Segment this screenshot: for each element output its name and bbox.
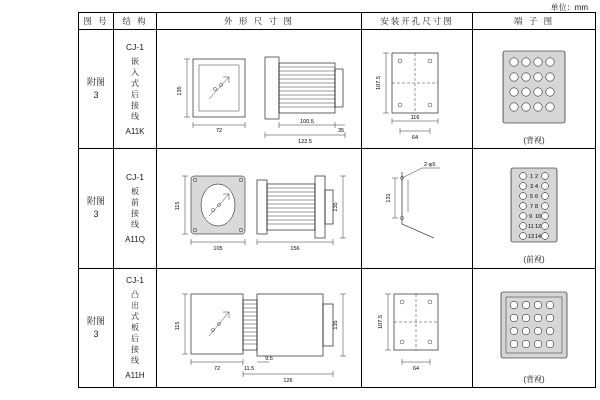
structure-cell xyxy=(114,268,157,387)
dim-35: 35 xyxy=(337,128,345,135)
svg-text:1: 1 xyxy=(530,174,534,181)
figure-no-line2: 3 xyxy=(93,328,99,339)
figure-no-cell xyxy=(79,268,114,387)
figure-no-cell xyxy=(79,149,114,268)
terminal-drawing-cell xyxy=(473,149,596,268)
svg-text:5: 5 xyxy=(530,194,534,201)
specification-table xyxy=(78,12,596,388)
structure-desc-c4: 后 xyxy=(131,89,139,99)
structure-code: A11K xyxy=(125,126,145,136)
mounting-drawing-cell xyxy=(362,268,473,387)
structure-desc-c2: 入 xyxy=(131,67,139,77)
mounting-drawing-cell xyxy=(362,30,473,149)
structure-desc-c5: 后 xyxy=(131,333,139,343)
dim-135: 135 xyxy=(177,86,183,96)
outline-drawing-2 xyxy=(157,150,361,266)
table-row xyxy=(79,268,596,387)
outline-drawing-1 xyxy=(157,31,361,147)
mounting-drawing-3 xyxy=(362,270,472,386)
dim-2-phi5: 2-φ5 xyxy=(424,162,436,169)
svg-text:13: 13 xyxy=(528,234,535,241)
outline-drawing-cell xyxy=(157,268,362,387)
structure-model: CJ-1 xyxy=(126,274,144,285)
dim-72: 72 xyxy=(215,128,223,135)
dim-64: 64 xyxy=(411,135,419,142)
svg-text:10: 10 xyxy=(535,214,542,221)
structure-desc-c1: 凸 xyxy=(131,289,139,299)
mounting-drawing-1 xyxy=(362,31,472,147)
svg-text:4: 4 xyxy=(535,184,539,191)
structure-desc-c4: 板 xyxy=(131,322,139,332)
terminal-drawing-3 xyxy=(473,270,595,386)
outline-drawing-3 xyxy=(157,270,361,386)
svg-text:11: 11 xyxy=(528,224,534,231)
dim-105: 105 xyxy=(213,246,223,253)
dim-156: 156 xyxy=(290,246,300,253)
structure-desc-c3: 接 xyxy=(131,208,139,218)
terminal-drawing-cell xyxy=(473,30,596,149)
dim-126: 126 xyxy=(283,377,293,384)
figure-no-cell xyxy=(79,30,114,149)
svg-text:2: 2 xyxy=(535,174,539,181)
outline-drawing-cell xyxy=(157,30,362,149)
header-figure-no: 图 号 xyxy=(79,13,114,30)
dim-72: 72 xyxy=(213,365,221,372)
outline-drawing-cell xyxy=(157,149,362,268)
dim-9-5: 9.5 xyxy=(265,355,273,362)
terminal-drawing-cell xyxy=(473,268,596,387)
dim-131: 131 xyxy=(386,193,392,204)
svg-text:8: 8 xyxy=(535,204,539,211)
structure-model: CJ-1 xyxy=(126,171,144,182)
terminal-caption: (背视) xyxy=(523,136,545,146)
dim-135: 135 xyxy=(333,202,339,213)
structure-desc-c6: 接 xyxy=(131,344,139,354)
structure-cell xyxy=(114,30,157,149)
svg-text:14: 14 xyxy=(535,234,542,241)
structure-desc-c1: 板 xyxy=(131,186,139,196)
mounting-drawing-2 xyxy=(362,150,472,266)
structure-model: CJ-1 xyxy=(126,41,144,52)
figure-no-line1: 附图 xyxy=(86,77,105,88)
structure-desc-c2: 前 xyxy=(131,197,139,207)
header-mounting: 安装开孔尺寸图 xyxy=(362,13,473,30)
structure-desc-c2: 出 xyxy=(131,300,139,310)
header-outline: 外 形 尺 寸 图 xyxy=(157,13,362,30)
table-header-row xyxy=(79,13,596,30)
header-structure: 结 构 xyxy=(114,13,157,30)
structure-code: A11H xyxy=(125,370,145,380)
svg-text:9: 9 xyxy=(529,214,533,221)
figure-no-line2: 3 xyxy=(93,90,99,101)
structure-desc-c6: 线 xyxy=(131,111,139,121)
figure-no-line1: 附图 xyxy=(86,196,105,207)
dim-135: 135 xyxy=(333,320,339,330)
terminal-drawing-1 xyxy=(473,31,595,147)
dim-107-5: 107.5 xyxy=(376,76,382,91)
dim-115: 115 xyxy=(175,321,181,331)
structure-desc-c5: 接 xyxy=(131,100,139,110)
table-row xyxy=(79,30,596,149)
structure-desc-c4: 线 xyxy=(131,219,139,229)
terminal-drawing-2 xyxy=(473,150,595,266)
header-terminal: 端 子 图 xyxy=(473,13,596,30)
dim-100-5: 100.5 xyxy=(300,119,314,126)
dim-107-5: 107.5 xyxy=(378,314,384,329)
structure-cell xyxy=(114,149,157,268)
dim-11-5: 11.5 xyxy=(243,365,255,372)
svg-text:12: 12 xyxy=(535,224,542,231)
structure-desc-c3: 式 xyxy=(131,311,139,321)
structure-code: A11Q xyxy=(125,234,145,244)
mounting-drawing-cell xyxy=(362,149,473,268)
terminal-caption: (前视) xyxy=(523,255,545,265)
svg-text:6: 6 xyxy=(535,194,539,201)
structure-desc-c3: 式 xyxy=(131,78,139,88)
unit-note: 单位：mm xyxy=(550,3,588,12)
structure-desc-c1: 嵌 xyxy=(131,56,139,66)
dim-116: 116 xyxy=(410,115,420,122)
figure-no-line2: 3 xyxy=(93,209,99,220)
terminal-caption: (背视) xyxy=(523,374,545,384)
svg-text:7: 7 xyxy=(530,204,534,211)
dim-64: 64 xyxy=(412,365,420,372)
structure-desc-c7: 线 xyxy=(131,355,139,365)
dim-122-5: 122.5 xyxy=(298,139,312,146)
figure-no-line1: 附图 xyxy=(86,315,105,326)
dim-115: 115 xyxy=(175,202,181,211)
table-row xyxy=(79,149,596,268)
svg-text:3: 3 xyxy=(530,184,534,191)
